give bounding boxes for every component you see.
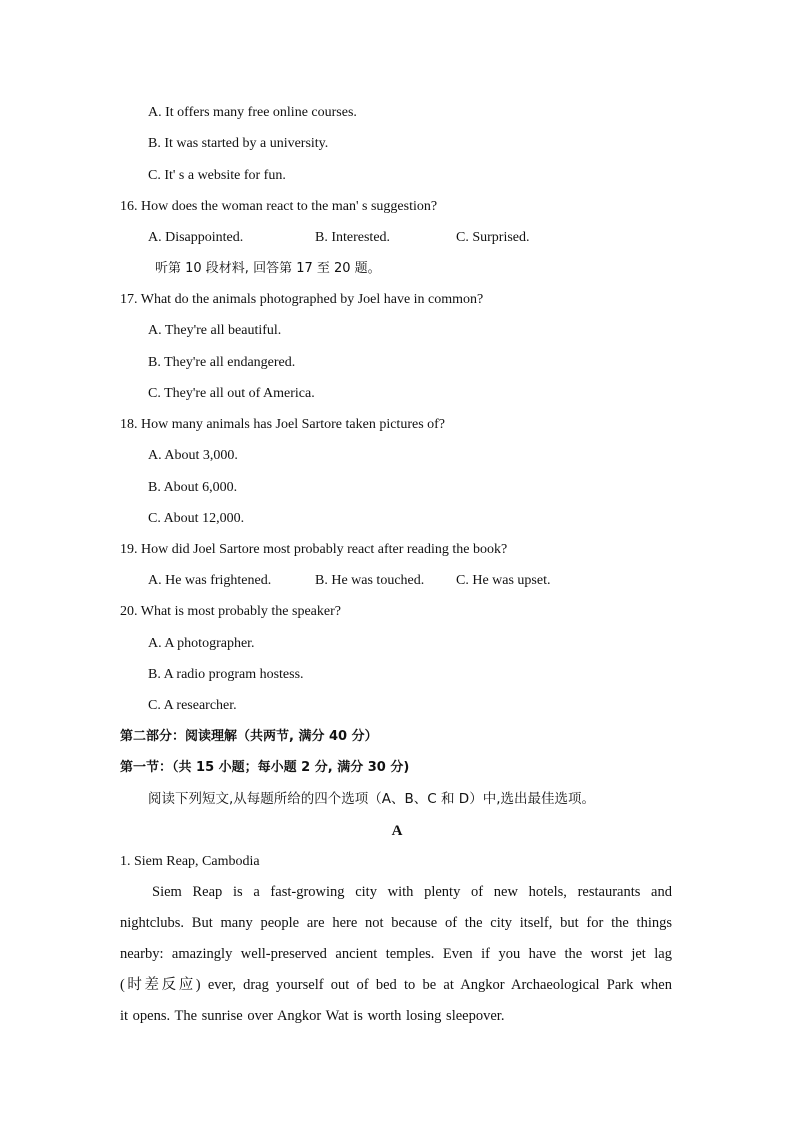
q16-option-b: B. Interested. [315,230,391,245]
q20-option-a: A. A photographer. [148,636,255,651]
q16-option-c: C. Surprised. [456,230,530,245]
q20-question: 20. What is most probably the speaker? [120,604,341,619]
q18-question: 18. How many animals has Joel Sartore taken pictures of? [120,417,446,432]
passage-line: nearby: amazingly well-preserved ancient temples. Even if you have the worst jet lag [120,946,672,962]
q17-option-a: A. They're all beautiful. [148,323,282,338]
q18-option-a: A. About 3,000. [148,448,238,463]
q18-option-c: C. About 12,000. [148,511,245,526]
passage-title: 1. Siem Reap, Cambodia [120,854,260,869]
q15-option-b: B. It was started by a university. [148,136,329,151]
section-note: 听第 10 段材料, 回答第 17 至 20 题。 [155,261,381,276]
passage-label: A [391,823,403,839]
q16-option-a: A. Disappointed. [148,230,244,245]
q19-option-b: B. He was touched. [315,573,425,588]
q20-option-b: B. A radio program hostess. [148,667,304,682]
q19-option-c: C. He was upset. [456,573,551,588]
section1-heading: 第一节：（共 15 小题；每小题 2 分, 满分 30 分) [120,760,410,775]
q15-option-c: C. It' s a website for fun. [148,168,286,183]
passage-paragraph [120,877,672,1032]
passage-line: it opens. The sunrise over Angkor Wat is worth losing sleepover. [120,1008,505,1024]
passage-line: nightclubs. But many people are here not because of the city itself, but for the things [120,915,672,931]
q18-option-b: B. About 6,000. [148,480,238,495]
q17-question: 17. What do the animals photographed by Joel have in common? [120,292,484,307]
passage-line: Siem Reap is a fast-growing city with plenty of new hotels, restaurants and [152,884,672,900]
q16-question: 16. How does the woman react to the man' s suggestion? [120,199,438,214]
q17-option-b: B. They're all endangered. [148,355,296,370]
q20-option-c: C. A researcher. [148,698,237,713]
q15-option-a: A. It offers many free online courses. [148,105,357,120]
reading-instructions: 阅读下列短文,从每题所给的四个选项（A、B、C 和 D）中,选出最佳选项。 [148,791,595,807]
passage-line: (时差反应) ever, drag yourself out of bed to be at Angkor Archaeological Park when [120,977,672,993]
q17-option-c: C. They're all out of America. [148,386,315,401]
q19-question: 19. How did Joel Sartore most probably react after reading the book? [120,542,508,557]
part2-heading: 第二部分：阅读理解（共两节, 满分 40 分） [120,729,378,744]
q19-option-a: A. He was frightened. [148,573,272,588]
